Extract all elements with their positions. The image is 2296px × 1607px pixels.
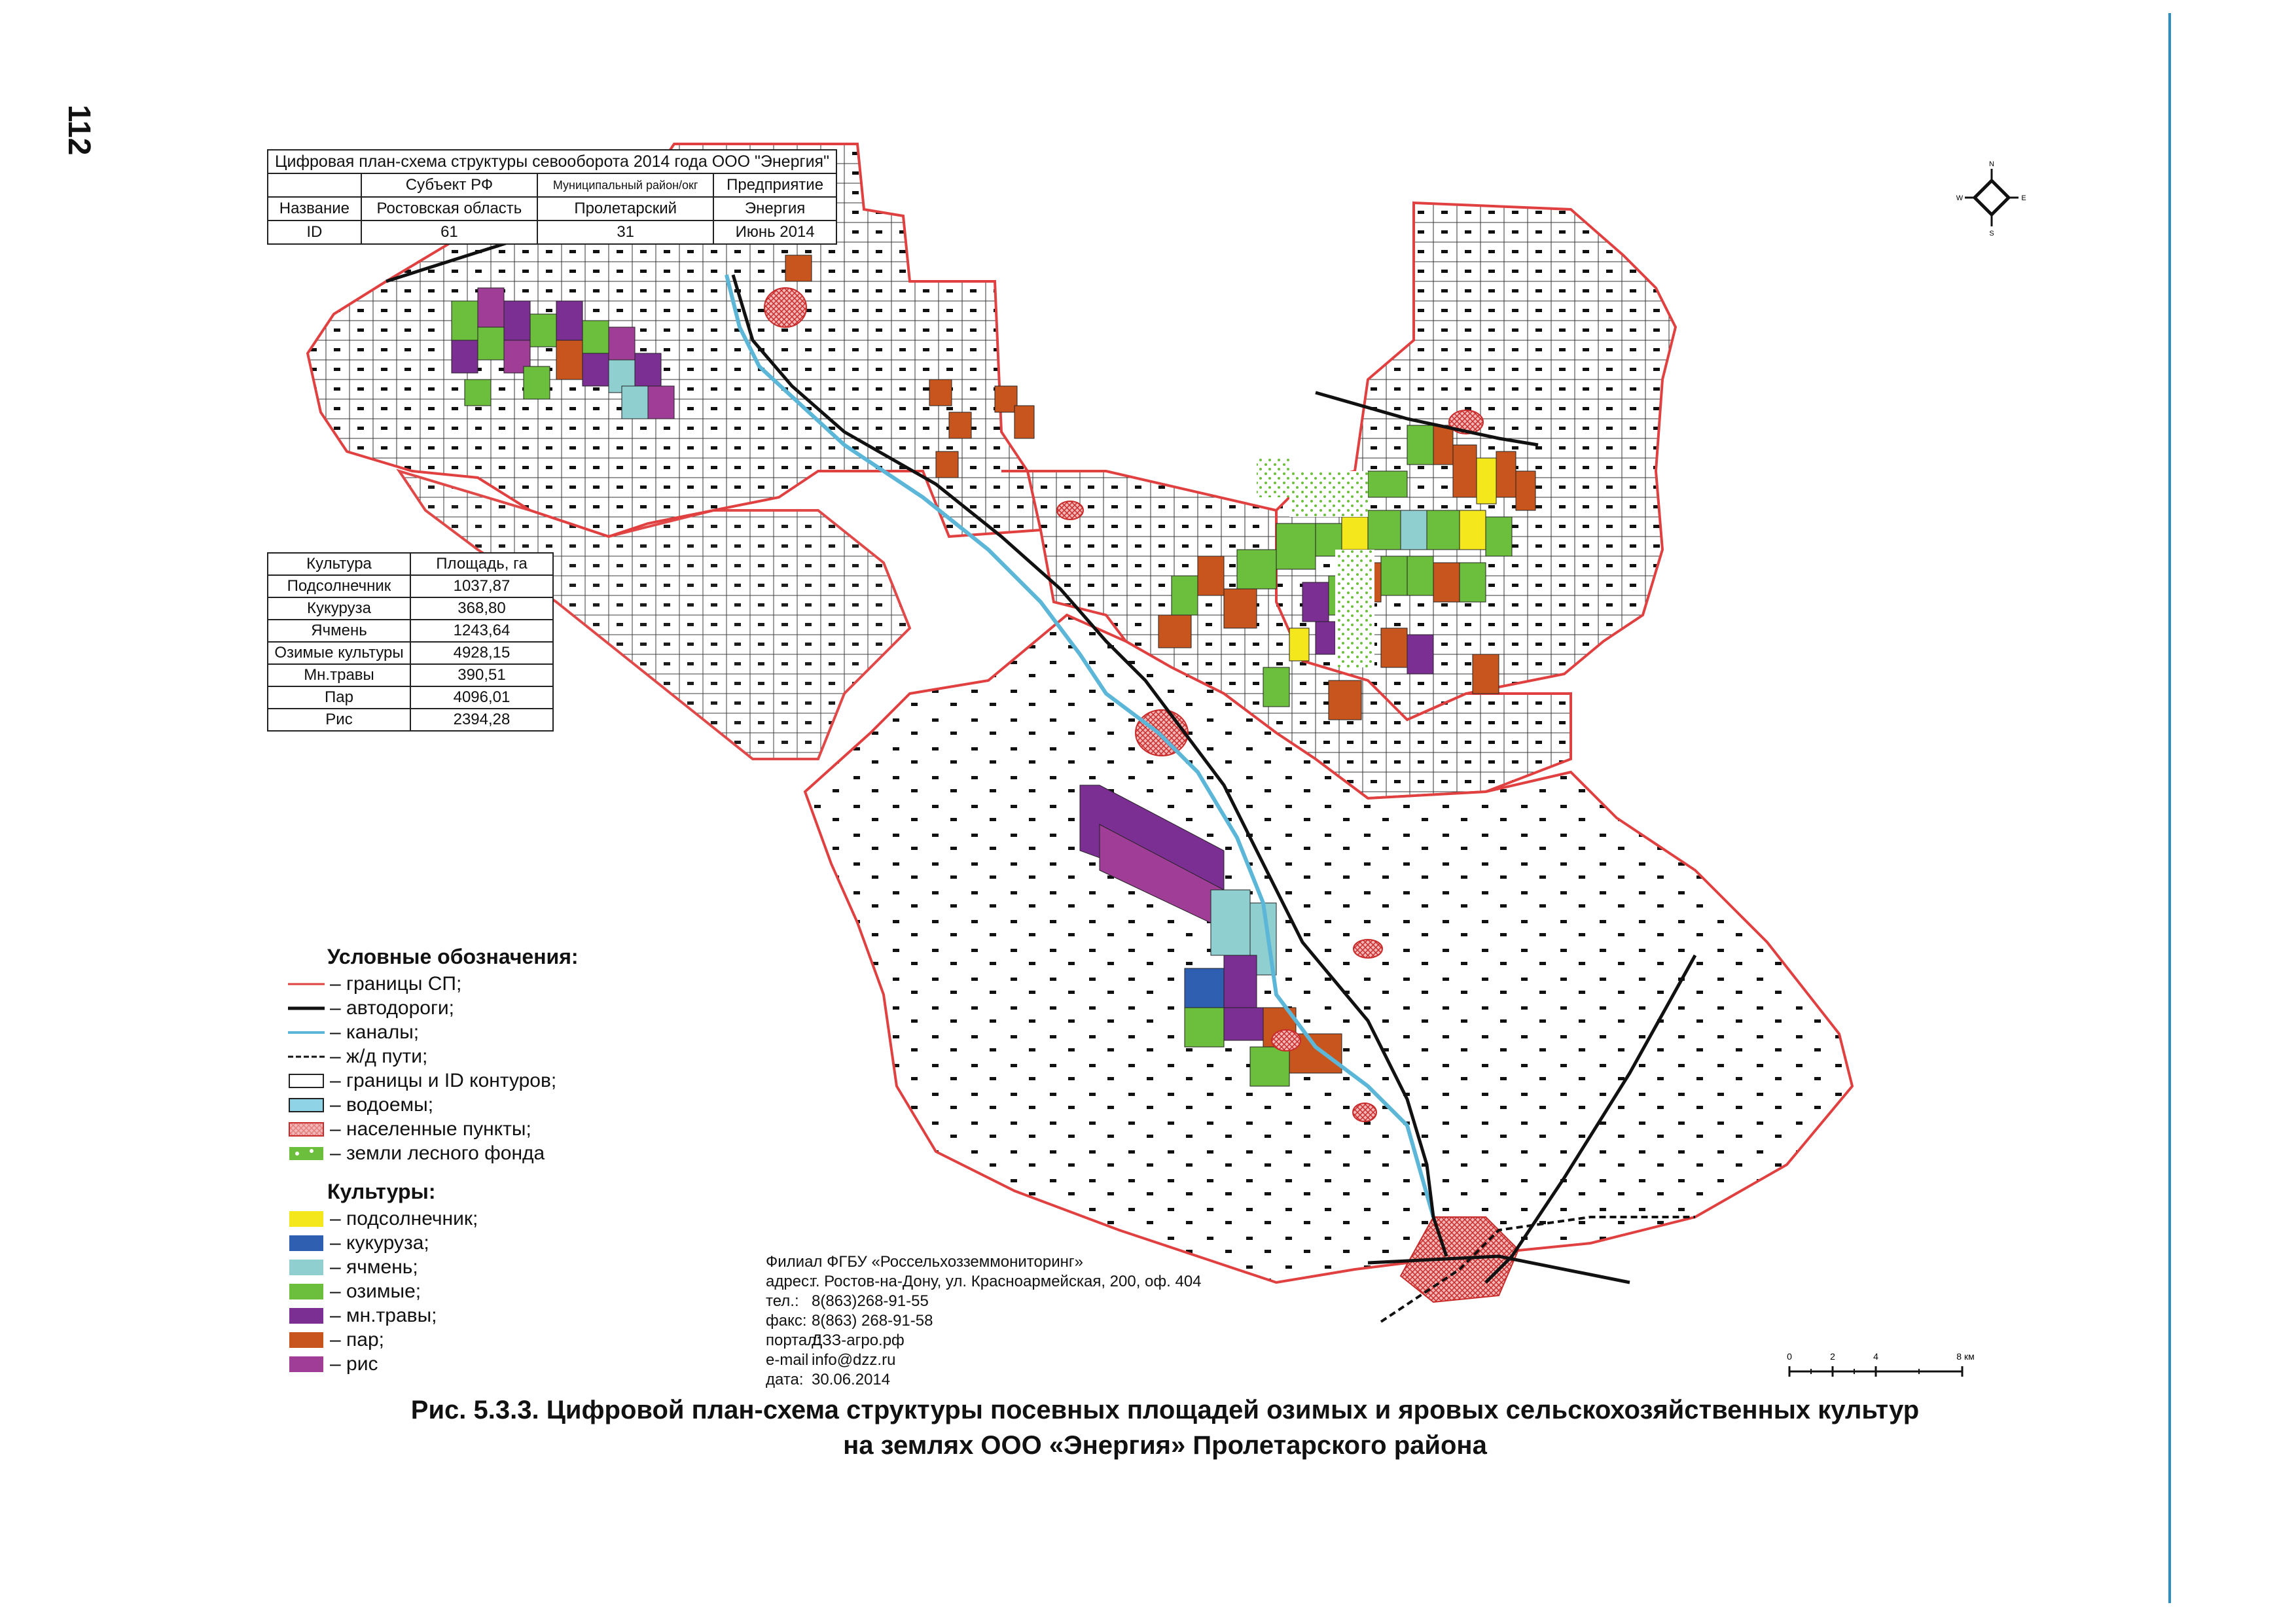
- credit-label: портал:: [766, 1332, 821, 1349]
- area-value-cell: 1037,87: [410, 575, 553, 597]
- meta-header-cell: [268, 173, 361, 197]
- area-value-cell: 2394,28: [410, 709, 553, 731]
- legend-crop-item: [288, 1279, 579, 1303]
- legend-crop-label: – мн.травы;: [330, 1304, 437, 1326]
- area-crop-cell: Озимые культуры: [268, 642, 410, 664]
- area-crop-cell: Пар: [268, 686, 410, 709]
- caption-line: Рис. 5.3.3. Цифровой план-схема структуры посевных площадей озимых и яровых сельскохозяйственных культур: [410, 1396, 1920, 1424]
- scale-tick-label: 4: [1873, 1351, 1878, 1362]
- legend-item: [288, 1093, 579, 1117]
- legend-crop-label: – подсолнечник;: [330, 1207, 478, 1229]
- canal-line-icon: [288, 1023, 325, 1042]
- producer-org: Филиал ФГБУ «Россельхозземмониторинг»: [766, 1253, 1083, 1271]
- crop-area-table: [267, 552, 554, 732]
- legend-title: Условные обозначения:: [327, 945, 579, 968]
- legend-item: [288, 1117, 579, 1141]
- legend-crop-label: – озимые;: [330, 1280, 422, 1302]
- legend-label: – автодороги;: [330, 997, 455, 1019]
- legend-crop-item: [288, 1231, 579, 1255]
- legend-crop-item: [288, 1207, 579, 1231]
- sunflower-swatch-icon: [288, 1210, 325, 1228]
- legend-item: [288, 996, 579, 1020]
- legend-crop-item: [288, 1303, 579, 1328]
- credit-label: дата:: [766, 1371, 804, 1388]
- area-value-cell: 390,51: [410, 664, 553, 686]
- compass-e: E: [2021, 194, 2026, 202]
- legend-item: [288, 1141, 579, 1165]
- legend-label: – водоемы;: [330, 1093, 434, 1116]
- legend-crop-label: – пар;: [330, 1328, 384, 1351]
- figure-caption: [262, 1392, 2068, 1463]
- area-crop-cell: Кукуруза: [268, 597, 410, 620]
- compass-s: S: [1989, 230, 1994, 237]
- credit-label: e-mail: [766, 1351, 809, 1369]
- contour-box-icon: [288, 1072, 325, 1090]
- area-header-cell: Площадь, га: [410, 553, 553, 575]
- road-line-icon: [288, 999, 325, 1017]
- area-crop-cell: Мн.травы: [268, 664, 410, 686]
- area-value-cell: 368,80: [410, 597, 553, 620]
- legend-item: [288, 1068, 579, 1093]
- credit-value: info@dzz.ru: [812, 1351, 896, 1369]
- legend-label: – каналы;: [330, 1021, 420, 1043]
- map-legend: [288, 945, 579, 1376]
- area-crop-cell: Ячмень: [268, 620, 410, 642]
- credit-row: [766, 1331, 1202, 1351]
- legend-label: – населенные пункты;: [330, 1118, 531, 1140]
- legend-crop-label: – кукуруза;: [330, 1231, 429, 1254]
- legend-item: [288, 1020, 579, 1044]
- meta-cell: 31: [537, 221, 713, 244]
- meta-cell: Ростовская область: [361, 197, 537, 221]
- meta-header-cell: Муниципальный район/окг: [537, 173, 713, 197]
- winter-crops-swatch-icon: [288, 1282, 325, 1301]
- credit-value: 8(863)268-91-55: [812, 1292, 929, 1310]
- legend-crop-label: – рис: [330, 1352, 378, 1375]
- area-crop-cell: Подсолнечник: [268, 575, 410, 597]
- scale-bar: [1785, 1349, 1982, 1382]
- legend-crop-item: [288, 1352, 579, 1376]
- meta-cell: 61: [361, 221, 537, 244]
- credit-row: [766, 1351, 1202, 1370]
- credit-value: 30.06.2014: [812, 1371, 891, 1388]
- scale-tick-label: 0: [1787, 1351, 1792, 1362]
- scale-tick-label: 2: [1830, 1351, 1835, 1362]
- metadata-table: [267, 149, 837, 245]
- meta-cell: Июнь 2014: [713, 221, 836, 244]
- forest-land-icon: [288, 1144, 325, 1163]
- producer-credits: [766, 1252, 1202, 1390]
- credit-label: факс:: [766, 1312, 807, 1330]
- credit-row: [766, 1292, 1202, 1311]
- legend-label: – границы СП;: [330, 972, 462, 995]
- legend-label: – ж/д пути;: [330, 1045, 428, 1067]
- compass-w: W: [1956, 194, 1964, 202]
- water-body-icon: [288, 1096, 325, 1114]
- meta-header-cell: Субъект РФ: [361, 173, 537, 197]
- area-crop-cell: Рис: [268, 709, 410, 731]
- boundary-line-icon: [288, 975, 325, 993]
- page-edge-rule: [2168, 13, 2171, 1603]
- meta-cell: Энергия: [713, 197, 836, 221]
- credit-row: [766, 1272, 1202, 1292]
- area-header-cell: Культура: [268, 553, 410, 575]
- meta-cell: ID: [268, 221, 361, 244]
- legend-crop-label: – ячмень;: [330, 1256, 418, 1278]
- legend-crop-item: [288, 1255, 579, 1279]
- barley-swatch-icon: [288, 1258, 325, 1277]
- compass-rose-icon: [1956, 158, 2028, 237]
- legend-crop-item: [288, 1328, 579, 1352]
- credit-row: [766, 1370, 1202, 1390]
- legend-label: – земли лесного фонда: [330, 1142, 545, 1164]
- legend-item: [288, 972, 579, 996]
- scale-tick-label: 8 км: [1956, 1351, 1975, 1362]
- corn-swatch-icon: [288, 1234, 325, 1252]
- settlement-icon: [288, 1120, 325, 1139]
- crops-legend-title: Культуры:: [327, 1180, 436, 1203]
- credit-value: г. Ростов-на-Дону, ул. Красноармейская, 200, оф. 404: [812, 1273, 1202, 1290]
- credit-label: тел.:: [766, 1292, 799, 1310]
- fallow-swatch-icon: [288, 1331, 325, 1349]
- area-value-cell: 4096,01: [410, 686, 553, 709]
- meta-header-cell: Предприятие: [713, 173, 836, 197]
- meta-cell: Пролетарский: [537, 197, 713, 221]
- compass-n: N: [1989, 160, 1994, 168]
- credit-value: 8(863) 268-91-58: [812, 1312, 933, 1330]
- metadata-title: Цифровая план-схема структуры севооборота 2014 года ООО "Энергия": [268, 150, 836, 173]
- legend-label: – границы и ID контуров;: [330, 1069, 557, 1091]
- caption-line: на землях ООО «Энергия» Пролетарского района: [843, 1431, 1487, 1460]
- rice-swatch-icon: [288, 1355, 325, 1373]
- area-value-cell: 1243,64: [410, 620, 553, 642]
- credit-label: адрес:: [766, 1273, 814, 1290]
- railway-line-icon: [288, 1048, 325, 1066]
- page-number: 112: [62, 105, 96, 156]
- area-value-cell: 4928,15: [410, 642, 553, 664]
- legend-item: [288, 1044, 579, 1068]
- meta-cell: Название: [268, 197, 361, 221]
- credit-row: [766, 1311, 1202, 1331]
- credit-value: ДЗЗ-агро.рф: [812, 1332, 905, 1349]
- perennial-grass-swatch-icon: [288, 1307, 325, 1325]
